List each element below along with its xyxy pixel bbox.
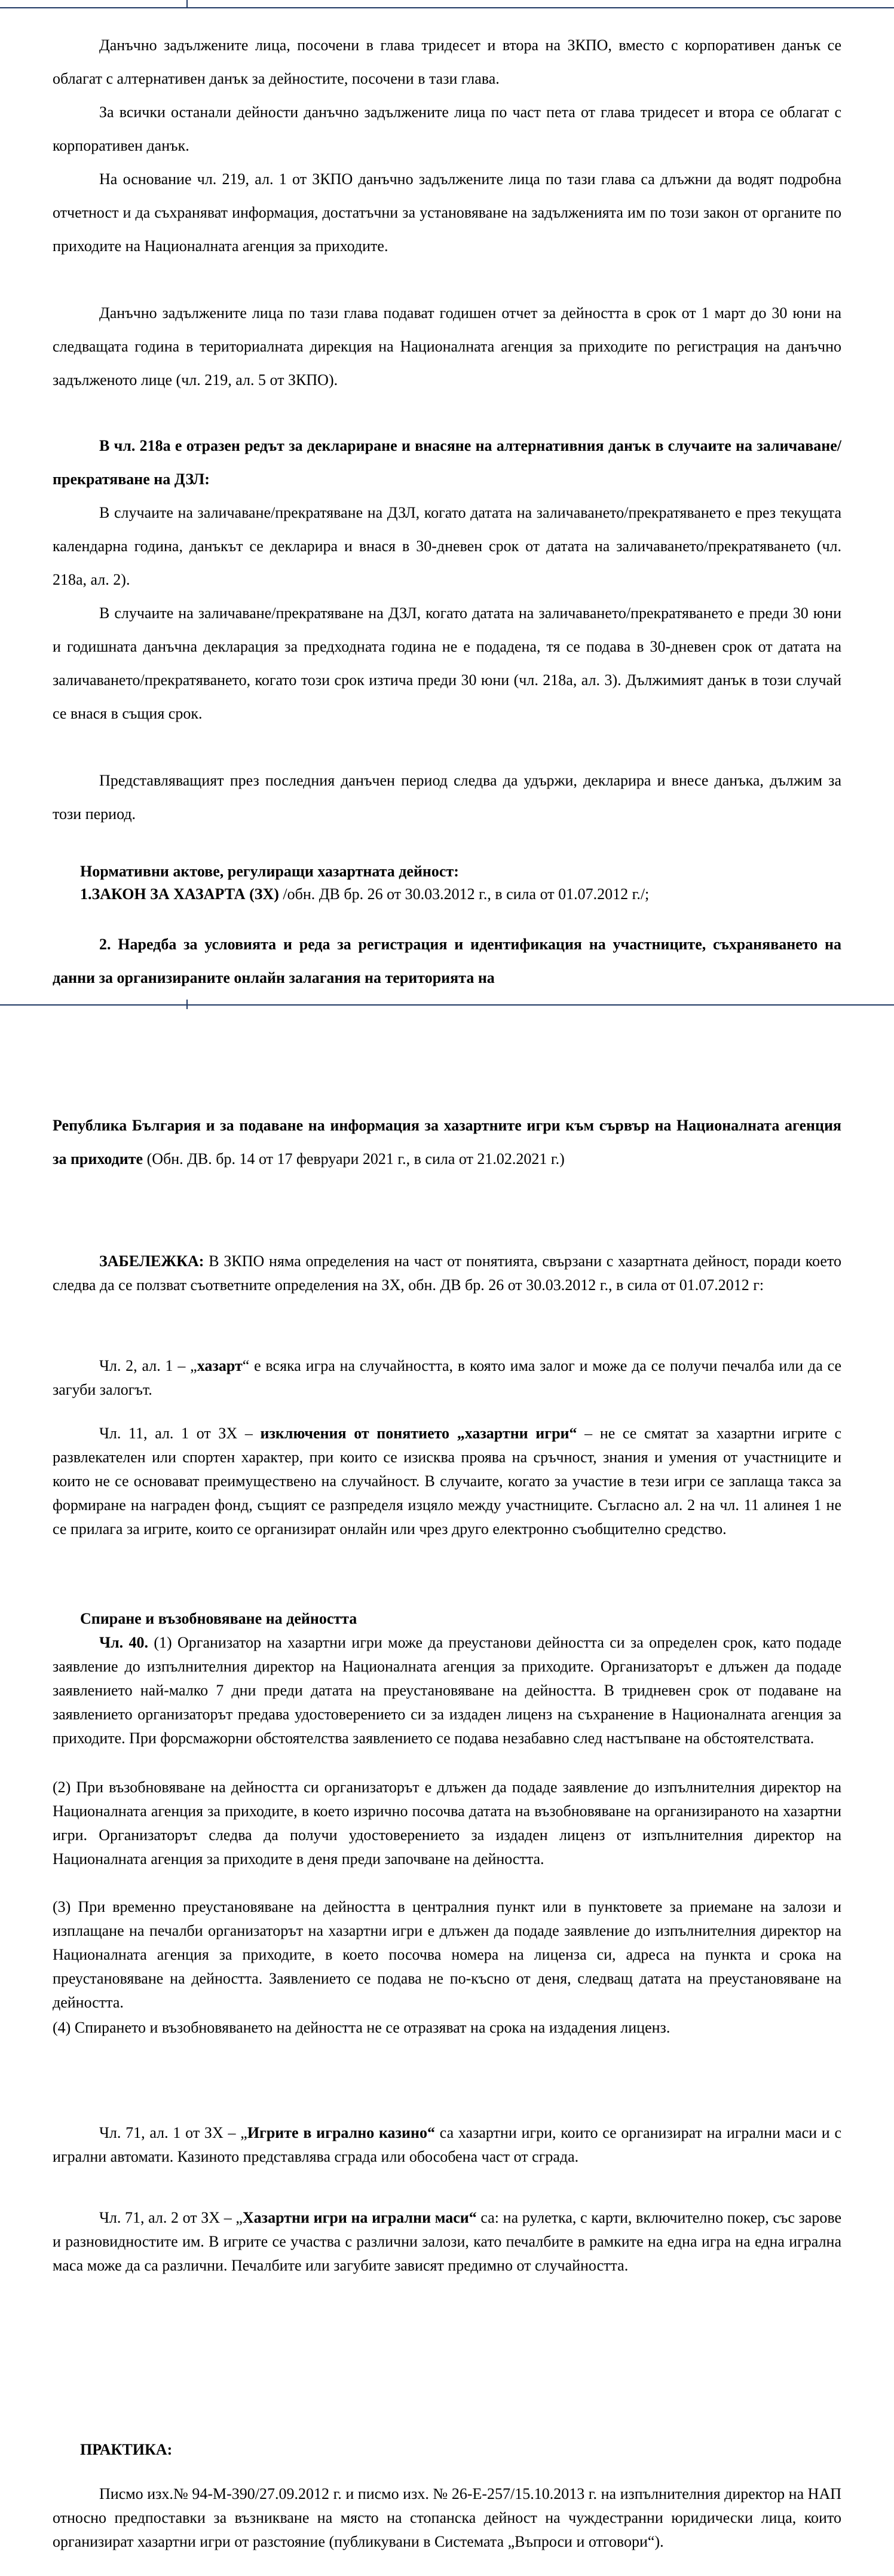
act-1-title: 1.ЗАКОН ЗА ХАЗАРТА (ЗХ) [80,885,279,903]
paragraph-note [53,1249,841,1297]
paragraph-article-71-al1 [53,2121,841,2169]
article-71-al1-block [53,2121,841,2169]
act-item-1-block [53,884,841,905]
page-separator-rule [0,1000,894,1009]
paragraph-ordinance-continuation [53,1109,841,1176]
page-top-border-rule [0,0,894,8]
article-71-al1-prefix: Чл. 71, ал. 1 от ЗХ – „ [99,2124,247,2141]
article-71-al2-block [53,2206,841,2278]
article-71-al2-body: са: на рулетка, с карти, включително покер, със зарове и разновидностите им. В игрите се участва с различни залози, като печалбите в рамките на една игра на една игрална маса може да са различни. Печалбите или загубите зависят предимно от случайността. [53,2209,841,2274]
paragraph-art218a-al2: В случаите на заличаване/прекратяване на ДЗЛ, когато датата на заличаването/прекратяването е през текущата календарна година, данъкът се декларира и внася в 30-дневен срок от датата на заличаването/прекратяването (чл. 218а, ал. 2). [53,504,841,588]
article-40-block-2 [53,1776,841,1871]
top-rule-left-segment [0,7,187,8]
article-40-block-3 [53,1895,841,2015]
article-2-prefix: Чл. 2, ал. 1 – „ [99,1357,197,1374]
heading-block-art218a [53,429,841,496]
article-2-term: хазарт [197,1357,243,1374]
practice-heading-block [53,2438,841,2462]
article-71-al1-body: са хазартни игри, които се организират на игрални маси и с игрални автомати. Казиното представлява сграда или обособена част от сграда. [53,2124,841,2165]
article-11-body: – не се смятат за хазартни игрите с развлекателен или спортен характер, при които се изисква проява на сръчност, знания и умения от участниците и които не се основават преимуществено на случайност. В случаите, когато за участие в тези игри се заплаща такса за формиране на награден фонд, същият се разпределя изцяло между участниците. Съгласно ал. 2 на чл. 11 алинея 1 не се прилага за игрите, които се организират онлайн или чрез друго електронно съобщително средство. [53,1425,841,1538]
ordinance-title-continuation: Република България и за подаване на информация за хазартните игри към сървър на Националната агенция за приходите [53,1117,841,1168]
paragraph-representative-obligation: Представляващият през последния данъчен период следва да удържи, декларира и внесе данъка, дължим за този период. [53,772,841,823]
heading-normative-acts: Нормативни актове, регулиращи хазартната дейност: [80,863,459,880]
paragraph-block-4 [53,297,841,397]
top-rule-right-segment [187,7,894,8]
article-71-al1-term: Игрите в игрално казино“ [247,2124,435,2141]
paragraph-article-40-al3: (3) При временно преустановяване на дейността в централния пункт или в пунктовете за приемане на залози и изплащане на печалби организаторът на хазартни игри е длъжен да подаде заявление до изпълнителния директор на Националната агенция за приходите, в което посочва номера на лиценза си, адреса на пункта и срока на преустановяване на дейността. Заявлението се подава не по-късно от деня, следващ датата на преустановяване на дейността. [53,1898,841,2011]
separator-left-segment [0,1004,187,1006]
paragraph-annual-report-deadline: Данъчно задължените лица по тази глава подават годишен отчет за дейността в срок от 1 март до 30 юни на следващата година в териториалната дирекция на Националната агенция за приходите по регистрация на данъчно задълженото лице (чл. 219, ал. 5 от ЗКПО). [53,304,841,389]
article-2-body: “ е всяка игра на случайността, в която има залог и може да се получи печалба или да се загуби залогът. [53,1357,842,1398]
paragraph-article-71-al2 [53,2206,841,2278]
paragraph-practice-letters: Писмо изх.№ 94-М-390/27.09.2012 г. и писмо изх. № 26-Е-257/15.10.2013 г. на изпълнителния директор на НАП относно предпоставки за възникване на място на стопанска дейност на чуждестранни юридически лица, които организират хазартни игри от разстояние (публикувани в Системата „Въпроси и отговори“). [53,2485,841,2550]
article-40-label: Чл. 40. [99,1634,149,1651]
paragraph-article-40-al1 [53,1631,841,1750]
section-heading-block [53,1607,841,1631]
paragraph-article-2-definition [53,1354,841,1402]
article-11-prefix: Чл. 11, ал. 1 от ЗХ – [99,1425,261,1442]
article-40-al1-body: (1) Организатор на хазартни игри може да преустанови дейността си за определен срок, като подаде заявление до изпълнителния директор на Националната агенция за приходите. Организаторът е длъжен да подаде заявлението най-малко 7 дни преди датата на преустановяване на дейността. В тридневен срок от подаване на заявлението организаторът предава удостоверението си за издаден лиценз на съхранение в Националната агенция за приходите. При форсмажорни обстоятелства заявлението се подава незабавно след настъпване на обстоятелствата. [53,1634,841,1747]
act-item-2-block [53,928,841,995]
paragraph-article-40-al2: (2) При възобновяване на дейността си организаторът е длъжен да подаде заявление до изпълнителния директор на Националната агенция за приходите, в което изрично посочва датата на възобновяване на организираното на хазартни игри. Организаторът следва да получи удостоверението за издаден лиценз от изпълнителния директор на Националната агенция за приходите в деня преди започване на дейността. [53,1779,841,1868]
paragraph-corporate-tax: За всички останали дейности данъчно задължените лица по част пета от глава тридесет и втора се облагат с корпоративен данък. [53,103,841,154]
separator-right-segment [187,1004,894,1006]
article-40-block-4 [53,2016,841,2040]
acts-heading-block [53,861,841,882]
article-11-term: изключения от понятието „хазартни игри“ [260,1425,577,1442]
paragraph-block-2 [53,96,841,163]
paragraph-block-1 [53,29,841,96]
paragraph-block-5 [53,496,841,597]
continuation-block [53,1109,841,1176]
paragraph-art219-recordkeeping: На основание чл. 219, ал. 1 от ЗКПО данъчно задължените лица по тази глава са длъжни да водят подробна отчетност и да съхраняват информация, достатъчни за установяване на задълженията им по този закон от органите по приходите на Националната агенция за приходите. [53,170,841,255]
act-1-citation: /обн. ДВ бр. 26 от 30.03.2012 г., в сила от 01.07.2012 г./; [278,885,650,903]
note-block [53,1249,841,1297]
article-11-block [53,1422,841,1541]
ordinance-citation-continuation: (Обн. ДВ. бр. 14 от 17 февруари 2021 г., в сила от 21.02.2021 г.) [143,1150,565,1168]
heading-art218a-declaration-order: В чл. 218а е отразен редът за деклариране и внасяне на алтернативния данък в случаите на заличаване/прекратяване на ДЗЛ: [53,437,841,488]
list-item-act-ordinance: 2. Наредба за условията и реда за регистрация и идентификация на участниците, съхраняването на данни за организираните онлайн залагания на територията на [53,936,841,986]
article-71-al2-prefix: Чл. 71, ал. 2 от ЗХ – „ [99,2209,243,2226]
paragraph-block-6 [53,597,841,731]
note-label: ЗАБЕЛЕЖКА: [99,1252,204,1270]
paragraph-block-7 [53,764,841,831]
note-body: В ЗКПО няма определения на част от понятията, свързани с хазартната дейност, поради което следва да се ползват съответните определения на ЗХ, обн. ДВ бр. 26 от 30.03.2012 г., в сила от 01.07.2012 г: [53,1252,841,1294]
article-2-block [53,1354,841,1402]
paragraph-block-3 [53,163,841,263]
paragraph-article-40-al4: (4) Спирането и възобновяването на дейността не се отразяват на срока на издадения лиценз. [53,2019,670,2036]
article-40-block-1 [53,1631,841,1750]
paragraph-alternative-tax: Данъчно задължените лица, посочени в глава тридесет и втора на ЗКПО, вместо с корпоративен данък се облагат с алтернативен данък за дейностите, посочени в тази глава. [53,36,841,87]
paragraph-art218a-al3: В случаите на заличаване/прекратяване на ДЗЛ, когато датата на заличаването/прекратяването е преди 30 юни и годишната данъчна декларация за предходната година не е подадена, тя се подава в 30-дневен срок от датата на заличаването/прекратяването, когато този срок изтича преди 30 юни (чл. 218а, ал. 3). Дължимият данък в този случай се внася в същия срок. [53,604,841,722]
article-71-al2-term: Хазартни игри на игрални маси“ [242,2209,477,2226]
paragraph-article-11-exclusions [53,1422,841,1541]
heading-suspension-resumption: Спиране и възобновяване на дейността [80,1610,357,1627]
heading-practice: ПРАКТИКА: [80,2441,173,2458]
practice-body-block [53,2482,841,2554]
list-item-act-gambling-law [53,884,841,905]
